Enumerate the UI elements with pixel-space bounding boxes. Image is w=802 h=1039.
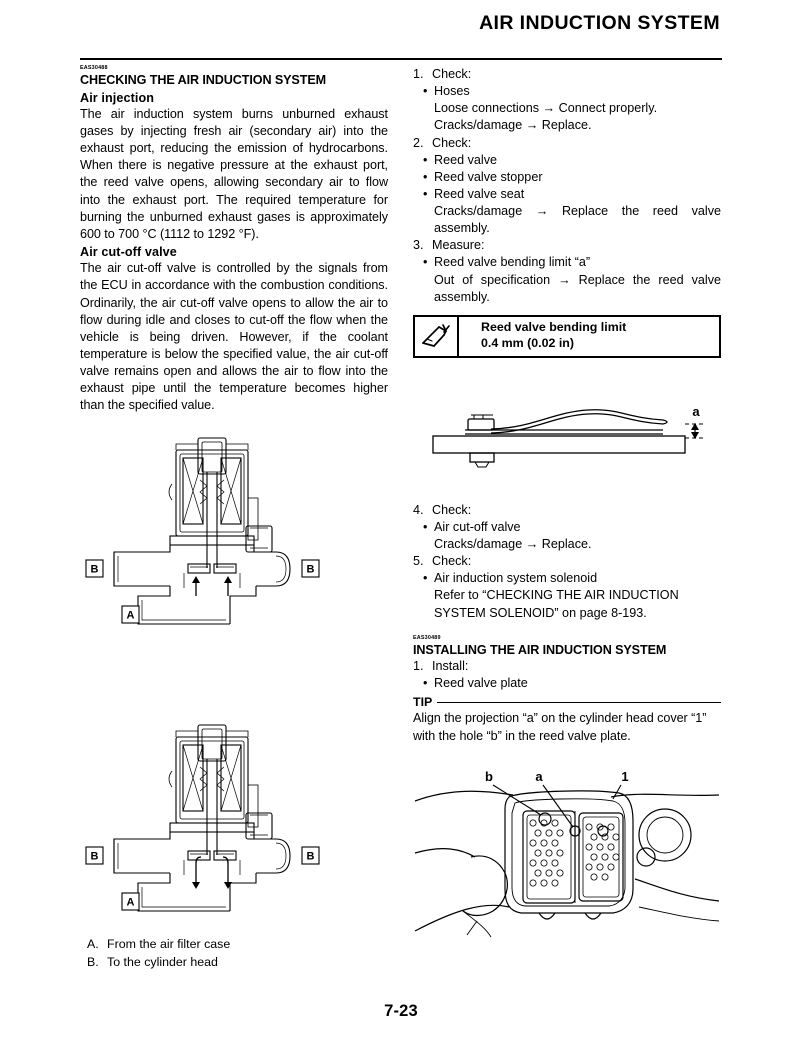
bullet-dot: • — [423, 571, 428, 586]
legend-text: From the air filter case — [107, 937, 231, 952]
install-section-heading: INSTALLING THE AIR INDUCTION SYSTEM — [413, 642, 667, 657]
step-bullet — [413, 254, 721, 271]
left-column — [80, 66, 388, 972]
specification-box — [413, 315, 721, 358]
callout-label-a: a — [535, 768, 543, 784]
figure2-label-b-left — [86, 847, 103, 864]
bullet-label: Reed valve plate — [434, 676, 528, 691]
bullet-line: Cracks/damage → Replace. — [434, 118, 592, 133]
bullet-label: Reed valve bending limit “a” — [434, 255, 591, 270]
step-bullet — [413, 152, 721, 169]
reed-valve-bending-diagram — [413, 394, 721, 472]
procedure-step-3 — [413, 237, 721, 306]
svg-text:B: B — [306, 850, 315, 863]
svg-text:B: B — [90, 850, 99, 863]
step-bullet — [413, 570, 721, 587]
step-bullet — [413, 169, 721, 186]
air-cut-off-valve-diagram-2 — [80, 715, 388, 930]
bullet-label: Reed valve — [434, 152, 498, 167]
figure2-label-a-bottom — [122, 893, 139, 910]
step-title: Check: — [432, 135, 472, 150]
figure-air-cut-off-valve-closed — [80, 715, 388, 930]
figure2-label-b-right — [302, 847, 319, 864]
step-title: Check: — [432, 67, 472, 81]
section-code: EAS30488 — [80, 65, 108, 71]
install-section-code: EAS30489 — [413, 634, 441, 641]
page-columns — [80, 66, 722, 972]
step-bullet — [413, 675, 721, 692]
tip-label: TIP — [413, 695, 433, 710]
bullet-label: Hoses — [434, 84, 470, 99]
bullet-label: Air cut-off valve — [434, 519, 521, 534]
bullet-line: Refer to “CHECKING THE AIR INDUCTION SYSTEM SOLENOID” on page 8-193. — [434, 588, 679, 620]
procedure-step-2 — [413, 135, 721, 238]
bullet-dot: • — [423, 519, 428, 534]
step-bullet — [413, 186, 721, 203]
procedure-step-1 — [413, 66, 721, 135]
bullet-line: Out of specification → Replace the reed valve assembly. — [434, 272, 721, 304]
step-number: 3. — [413, 238, 424, 253]
step-number: 5. — [413, 554, 424, 569]
step-title: Measure: — [432, 238, 485, 253]
bullet-dot: • — [423, 255, 428, 270]
bullet-label: Reed valve stopper — [434, 169, 543, 184]
bullet-dot: • — [423, 676, 428, 691]
section-heading: CHECKING THE AIR INDUCTION SYSTEM — [80, 72, 327, 87]
bullet-dot: • — [423, 169, 428, 184]
air-cut-off-valve-diagram-1 — [80, 428, 388, 643]
bullet-line: Cracks/damage → Replace the reed valve assembly. — [434, 204, 721, 236]
legend-text: To the cylinder head — [107, 955, 218, 970]
page-number: 7-23 — [384, 1002, 418, 1020]
legend-key: A. — [87, 937, 99, 952]
subsection-heading-air-injection: Air injection — [80, 90, 155, 105]
step-title: Check: — [432, 502, 472, 517]
procedure-step-4 — [413, 502, 721, 553]
svg-text:A: A — [126, 896, 135, 909]
figure-legend — [80, 936, 388, 972]
bullet-label: Reed valve seat — [434, 186, 525, 201]
step-number: 1. — [413, 659, 424, 674]
tip-text: Align the projection “a” on the cylinder head cover “1” with the hole “b” in the reed valve plate. — [413, 711, 707, 743]
svg-text:B: B — [90, 563, 99, 576]
figure1-label-b-left — [86, 560, 103, 577]
step-title: Install: — [432, 659, 469, 674]
figure1-label-a-bottom — [122, 606, 139, 623]
bullet-dot: • — [423, 84, 428, 99]
figure-reed-valve-bending — [413, 394, 721, 472]
paragraph-air-injection: The air induction system burns unburned exhaust gases by injecting fresh air (secondary air) into the exhaust port, reducing the emission of hydrocarbons. When there is negative pressure at the exhaust port, the reed valve opens, allowing secondary air to flow into the exhaust port. The required temperature for burning the unburned exhaust gases is approximately 600 to 700 °C (1112 to 1292 °F). — [80, 106, 388, 241]
measuring-gauge-icon — [415, 317, 459, 356]
dimension-label-a: a — [692, 403, 700, 419]
subsection-heading-air-cut-off-valve: Air cut-off valve — [80, 244, 177, 259]
right-column — [413, 66, 721, 972]
tip-rule — [437, 702, 721, 704]
bullet-dot: • — [423, 186, 428, 201]
step-number: 1. — [413, 67, 424, 81]
bullet-line: Loose connections → Connect properly. — [434, 101, 658, 116]
tip-header — [413, 695, 721, 709]
step-number: 4. — [413, 502, 424, 517]
install-step-1 — [413, 658, 721, 692]
figure-cylinder-head-cover — [413, 761, 721, 941]
legend-key: B. — [87, 955, 99, 970]
legend-item — [80, 936, 388, 954]
figure-air-cut-off-valve-open — [80, 428, 388, 643]
page-footer — [0, 1002, 802, 1021]
page-title: AIR INDUCTION SYSTEM — [479, 12, 720, 34]
bullet-line: Cracks/damage → Replace. — [434, 537, 592, 551]
cylinder-head-cover-diagram — [413, 761, 721, 941]
svg-text:B: B — [306, 563, 315, 576]
procedure-step-5 — [413, 553, 721, 622]
figure1-label-b-right — [302, 560, 319, 577]
step-title: Check: — [432, 554, 472, 569]
header-divider — [80, 58, 722, 60]
bullet-dot: • — [423, 152, 428, 167]
step-bullet — [413, 83, 721, 100]
spec-value: 0.4 mm (0.02 in) — [481, 336, 574, 351]
paragraph-air-cut-off-valve: The air cut-off valve is controlled by the signals from the ECU in accordance with the combustion conditions. Ordinarily, the air cut-off valve opens to allow the air to flow during idle and closes to cut-off the flow when the vehicle is being driven. However, if the coolant temperature is below the specified value, the air cut-off valve remains open and allows the air to flow into the exhaust pipe until the temperature becomes higher than the specified value. — [80, 261, 388, 413]
spec-title: Reed valve bending limit — [481, 320, 627, 335]
legend-item — [80, 954, 388, 972]
svg-text:A: A — [126, 609, 135, 622]
step-number: 2. — [413, 135, 424, 150]
bullet-label: Air induction system solenoid — [434, 571, 598, 586]
page-header — [0, 12, 802, 35]
callout-label-b: b — [485, 768, 493, 784]
step-bullet — [413, 519, 721, 536]
callout-label-1: 1 — [621, 768, 629, 784]
